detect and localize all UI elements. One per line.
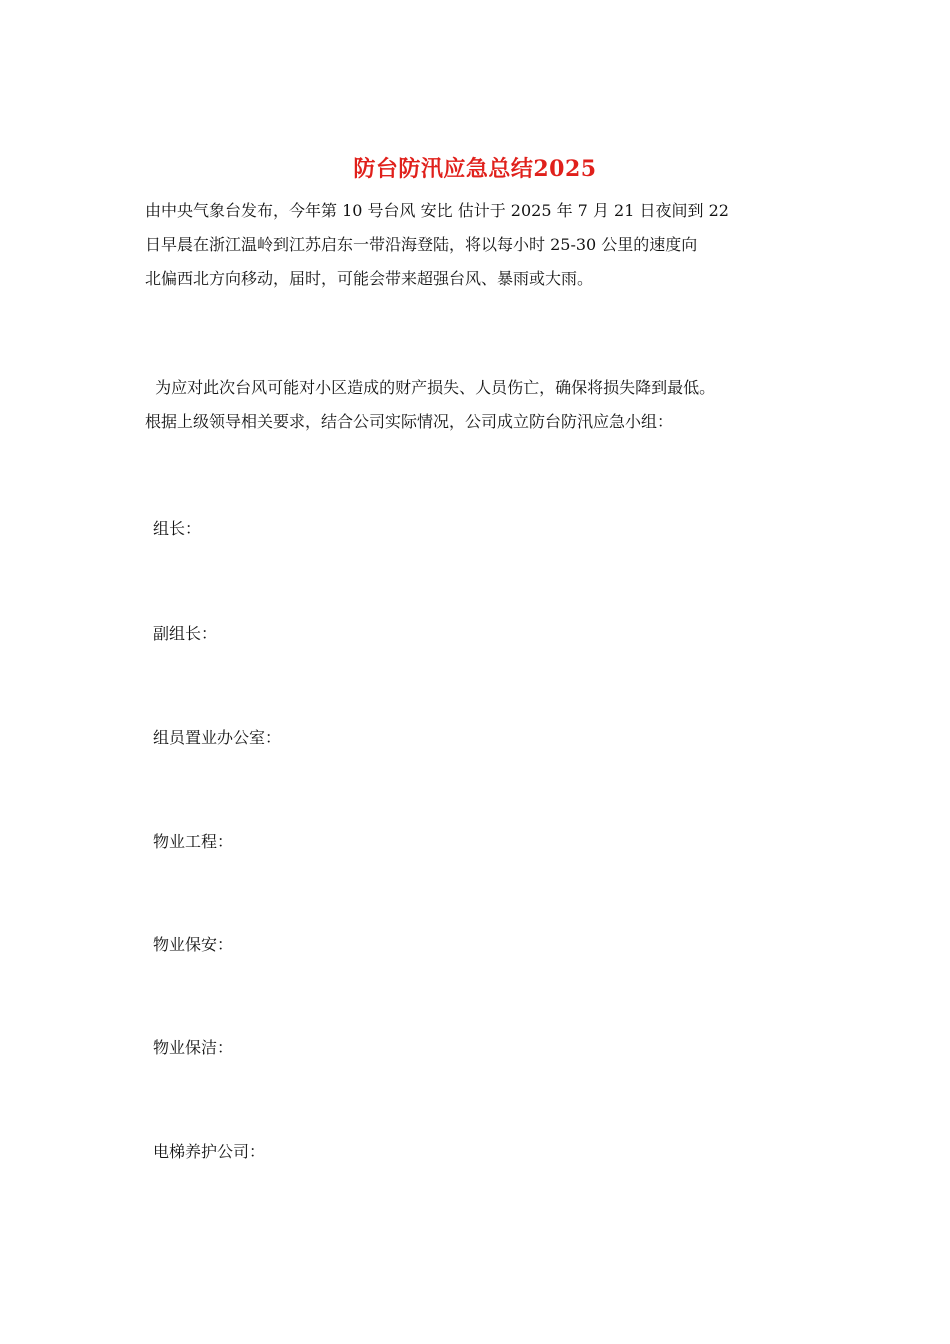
field-deputy-leader: 副组长： — [153, 624, 218, 643]
purpose-line-1: 为应对此次台风可能对小区造成的财产损失、人员伤亡，确保将损失降到最低。 — [145, 378, 716, 397]
intro-paragraph — [145, 194, 825, 296]
document-title: 防台防汛应急总结2025 — [353, 156, 597, 182]
field-group-leader: 组长： — [153, 519, 202, 538]
field-property-engineering: 物业工程： — [153, 832, 234, 851]
purpose-line-2: 根据上级领导相关要求，结合公司实际情况，公司成立防台防汛应急小组： — [145, 412, 674, 431]
field-property-security: 物业保安： — [153, 935, 234, 954]
field-elevator-maintenance: 电梯养护公司： — [153, 1142, 266, 1161]
field-property-cleaning: 物业保洁： — [153, 1038, 234, 1057]
field-member-office: 组员置业办公室： — [153, 728, 282, 747]
intro-line-2: 日早晨在浙江温岭到江苏启东一带沿海登陆，将以每小时 25-30 公里的速度向 — [145, 235, 698, 254]
intro-line-3: 北偏西北方向移动，届时，可能会带来超强台风、暴雨或大雨。 — [145, 269, 594, 288]
intro-line-1: 由中央气象台发布，今年第 10 号台风 安比 估计于 2025 年 7 月 21 日夜间到 22 — [145, 201, 729, 220]
purpose-paragraph — [145, 371, 825, 439]
